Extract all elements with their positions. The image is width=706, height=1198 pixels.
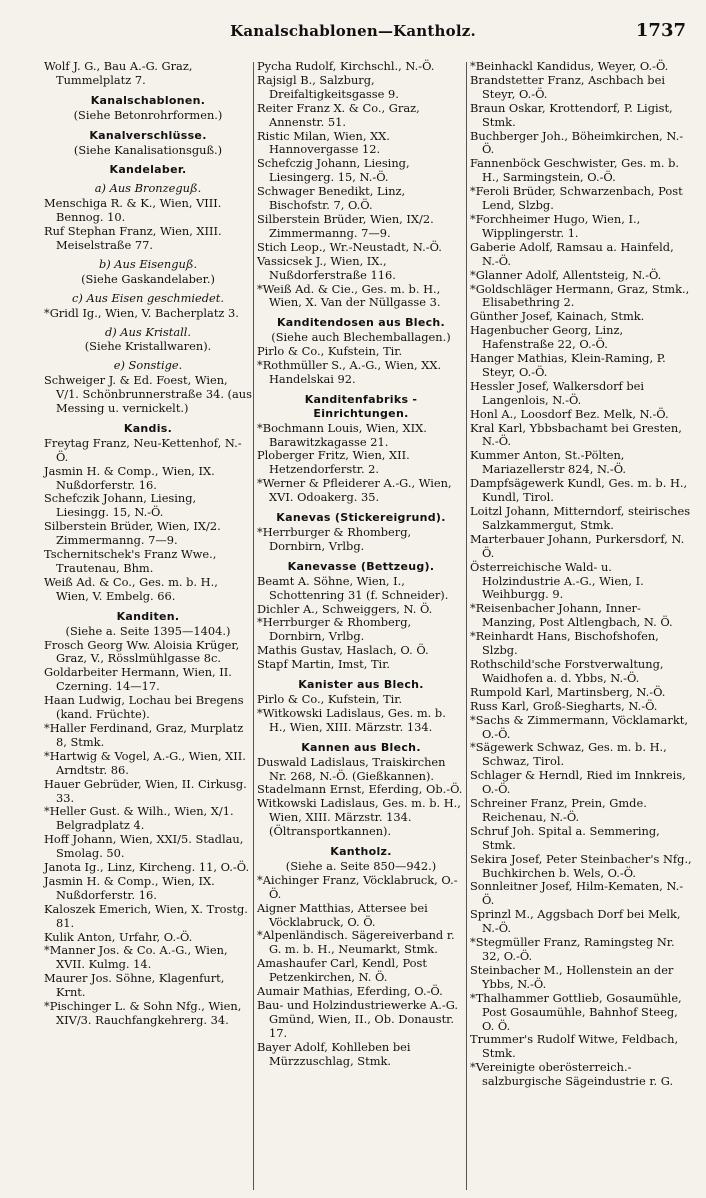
directory-entry: Loitzl Johann, Mitterndorf, steirisches Salzkammergut, Stmk.: [470, 504, 691, 532]
subsection-heading: b) Aus Eisenguß.: [98, 256, 198, 271]
directory-entry: Sekira Josef, Peter Steinbacher's Nfg., Buchkirchen b. Wels, O.-Ö.: [470, 851, 692, 880]
section-heading: Kannen aus Blech.: [301, 740, 421, 754]
directory-entry: Hoff Johann, Wien, XXI/5. Stadlau, Smolag. 50.: [44, 832, 244, 861]
directory-entry: Sonnleitner Josef, Hilm-Kematen, N.-Ö.: [470, 879, 684, 908]
directory-entry: *Reisenbacher Johann, Inner-Manzing, Post Altlengbach, N. Ö.: [470, 601, 673, 630]
directory-entry: Schreiner Franz, Prein, Gmde. Reichenau, N.-Ö.: [470, 796, 647, 824]
directory-entry: Kummer Anton, St.-Pölten, Mariazellerstr 824, N.-Ö.: [470, 448, 627, 477]
directory-entry: Pycha Rudolf, Kirchschl., N.-Ö.: [257, 59, 435, 73]
section-heading: Kanevasse (Bettzeug).: [287, 559, 435, 573]
directory-entry: Mathis Gustav, Haslach, O. Ö.: [257, 643, 429, 658]
directory-entry: Buchberger Joh., Böheimkirchen, N.-Ö.: [470, 128, 684, 157]
section-heading: Kandis.: [123, 421, 173, 435]
directory-entry: Witkowski Ladislaus, Ges. m. b. H., Wien, XIII. Märzstr. 134. (Öltransportkannen).: [257, 796, 461, 839]
directory-entry: *Herrburger & Rhomberg, Dornbirn, Vrlbg.: [257, 615, 412, 644]
directory-entry: Honl A., Loosdorf Bez. Melk, N.-Ö.: [470, 406, 669, 421]
section-heading: Kanevas (Stickereigrund).: [276, 511, 446, 525]
directory-entry: Menschiga R. & K., Wien, VIII. Bennog. 10.: [44, 196, 222, 225]
directory-entry: *Bochmann Louis, Wien, XIX. Barawitzkagasse 21.: [257, 420, 427, 449]
directory-entry: *Glanner Adolf, Allentsteig, N.-Ö.: [470, 267, 662, 282]
directory-entry: *Heller Gust. & Wilh., Wien, X/1. Belgradplatz 4.: [44, 804, 234, 833]
column-3: [470, 60, 692, 1089]
directory-entry: *Haller Ferdinand, Graz, Murplatz 8, Stmk.: [44, 720, 244, 749]
directory-entry: *Goldschläger Hermann, Graz, Stmk., Elisabethring 2.: [470, 281, 690, 310]
column-rule: [466, 62, 467, 1190]
section-heading: Kantholz.: [330, 845, 392, 859]
directory-entry: Pirlo & Co., Kufstein, Tir.: [257, 691, 403, 706]
directory-entry: Janota Ig., Linz, Kircheng. 11, O.-Ö.: [44, 860, 250, 875]
directory-entry: Silberstein Brüder, Wien, IX/2. Zimmermanng. 7—9.: [257, 211, 434, 240]
directory-entry: Wolf J. G., Bau A.-G. Graz, Tummelplatz 7.: [44, 59, 193, 87]
directory-entry: *Feroli Brüder, Schwarzenbach, Post Lend, Slzbg.: [470, 184, 683, 213]
column-1: [44, 60, 252, 1028]
column-2: [257, 60, 465, 1069]
directory-entry: *Forchheimer Hugo, Wien, I., Wipplingerstr. 1.: [470, 211, 641, 240]
directory-entry: Kral Karl, Ybbsbachamt bei Gresten, N.-Ö.: [470, 420, 682, 449]
directory-entry: Marterbauer Johann, Purkersdorf, N. Ö.: [470, 531, 685, 560]
directory-entry: *Rothmüller S., A.-G., Wien, XX. Handelskai 92.: [257, 358, 442, 386]
directory-entry: Weiß Ad. & Co., Ges. m. b. H., Wien, V. Embelg. 66.: [44, 574, 218, 603]
cross-reference-note: (Siehe Betonrohrformen.): [73, 107, 223, 122]
directory-entry: Schlager & Herndl, Ried im Innkreis, O.-Ö.: [470, 768, 686, 797]
directory-entry: *Aichinger Franz, Vöcklabruck, O.-Ö.: [257, 872, 458, 901]
directory-entry: *Sägewerk Schwaz, Ges. m. b. H., Schwaz, Tirol.: [470, 740, 667, 769]
directory-entry: *Gridl Ig., Wien, V. Bacherplatz 3.: [44, 305, 239, 320]
directory-entry: Kaloszek Emerich, Wien, X. Trostg. 81.: [44, 901, 248, 930]
cross-reference-note: (Siehe Kanalisationsguß.): [73, 142, 223, 157]
section-heading: Kanister aus Blech.: [298, 678, 424, 692]
directory-entry: Hanger Mathias, Klein-Raming, P. Steyr, O.-Ö.: [470, 351, 666, 379]
directory-entry: *Pischinger L. & Sohn Nfg., Wien, XIV/3. Rauchfangkehrerg. 34.: [44, 999, 242, 1027]
directory-entry: Hagenbucher Georg, Linz, Hafenstraße 22, O.-Ö.: [470, 323, 624, 352]
directory-entry: Rothschild'sche Forstverwaltung, Waidhofen a. d. Ybbs, N.-Ö.: [470, 656, 664, 685]
subsection-heading: a) Aus Bronzeguß.: [94, 181, 202, 196]
directory-entry: Österreichische Wald- u. Holzindustrie A.-G., Wien, I. Weihburgg. 9.: [470, 559, 644, 602]
directory-entry: Jasmin H. & Comp., Wien, IX. Nußdorferstr. 16.: [44, 873, 215, 902]
directory-entry: Aumair Mathias, Eferding, O.-Ö.: [257, 984, 443, 999]
directory-entry: *Stegmüller Franz, Ramingsteg Nr. 32, O.-Ö.: [470, 935, 675, 963]
directory-entry: Silberstein Brüder, Wien, IX/2. Zimmermanng. 7—9.: [44, 519, 221, 548]
directory-entry: Bau- und Holzindustriewerke A.-G. Gmünd, Wien, II., Ob. Donaustr. 17.: [257, 998, 459, 1040]
directory-entry: Goldarbeiter Hermann, Wien, II. Czerning. 14—17.: [44, 665, 232, 694]
directory-entry: Ruf Stephan Franz, Wien, XIII. Meiselstraße 77.: [44, 224, 222, 252]
cross-reference-note: (Siehe auch Blechemballagen.): [271, 330, 451, 345]
directory-entry: Ploberger Fritz, Wien, XII. Hetzendorferstr. 2.: [257, 448, 410, 477]
directory-entry: *Alpenländisch. Sägereiverband r. G. m. b. H., Neumarkt, Stmk.: [257, 928, 455, 957]
directory-entry: Schweiger J. & Ed. Foest, Wien, V/1. Schönbrunnerstraße 34. (aus Messing u. vernickelt.): [44, 373, 252, 416]
directory-entry: Schruf Joh. Spital a. Semmering, Stmk.: [470, 823, 660, 852]
directory-entry: Rumpold Karl, Martinsberg, N.-Ö.: [470, 684, 666, 699]
section-heading: Kanalverschlüsse.: [89, 128, 207, 142]
subsection-heading: c) Aus Eisen geschmiedet.: [72, 290, 224, 305]
directory-entry: *Thalhammer Gottlieb, Gosaumühle, Post Gosaumühle, Bahnhof Steeg, O. Ö.: [470, 990, 682, 1033]
directory-entry: Vassicsek J., Wien, IX., Nußdorferstraße 116.: [257, 253, 396, 282]
cross-reference-note: (Siehe Kristallwaren).: [84, 339, 212, 354]
directory-entry: Freytag Franz, Neu-Kettenhof, N.-Ö.: [44, 435, 242, 464]
cross-reference-note: (Siehe a. Seite 1395—1404.): [65, 623, 231, 638]
running-title: Kanalschablonen—Kantholz.: [230, 22, 476, 40]
directory-entry: Pirlo & Co., Kufstein, Tir.: [257, 344, 403, 359]
directory-entry: Schwager Benedikt, Linz, Bischofstr. 7, O.Ö.: [257, 184, 406, 213]
section-heading: Kanalschablonen.: [90, 93, 206, 107]
section-heading: Kanditendosen aus Blech.: [276, 316, 446, 330]
directory-entry: *Vereinigte oberösterreich.-salzburgische Sägeindustrie r. G.: [470, 1060, 674, 1089]
directory-entry: *Hartwig & Vogel, A.-G., Wien, XII. Arndtstr. 86.: [44, 748, 246, 777]
cross-reference-note: (Siehe Gaskandelaber.): [81, 271, 215, 286]
directory-entry: Schefczik Johann, Liesing, Liesingg. 15, N.-Ö.: [44, 491, 197, 520]
directory-entry: Bayer Adolf, Kohlleben bei Mürzzuschlag, Stmk.: [257, 1039, 411, 1068]
directory-entry: Duswald Ladislaus, Traiskirchen Nr. 268, N.-Ö. (Gießkannen).: [257, 754, 446, 783]
directory-entry: Hessler Josef, Walkersdorf bei Langenlois, N.-Ö.: [470, 378, 645, 407]
directory-entry: Günther Josef, Kainach, Stmk.: [470, 309, 645, 324]
directory-entry: Reiter Franz X. & Co., Graz, Annenstr. 51.: [257, 100, 420, 129]
directory-entry: Fannenböck Geschwister, Ges. m. b. H., Sarmingstein, O.-Ö.: [470, 156, 679, 185]
directory-entry: Amashaufer Carl, Kendl, Post Petzenkirchen, N. Ö.: [257, 956, 427, 985]
directory-entry: *Reinhardt Hans, Bischofshofen, Slzbg.: [470, 629, 659, 658]
column-rule: [253, 62, 254, 1190]
directory-entry: *Manner Jos. & Co. A.-G., Wien, XVII. Kulmg. 14.: [44, 943, 228, 972]
section-heading: Kanditenfabriks - Einrichtungen.: [304, 392, 418, 420]
directory-entry: Hauer Gebrüder, Wien, II. Cirkusg. 33.: [44, 776, 247, 805]
directory-entry: Tschernitschek's Franz Wwe., Trautenau, Bhm.: [44, 547, 217, 575]
directory-entry: *Beinhackl Kandidus, Weyer, O.-Ö.: [470, 59, 669, 73]
directory-entry: Stadelmann Ernst, Eferding, Ob.-Ö.: [257, 782, 463, 797]
directory-entry: *Weiß Ad. & Cie., Ges. m. b. H., Wien, X. Van der Nüllgasse 3.: [257, 281, 441, 310]
directory-entry: Stich Leop., Wr.-Neustadt, N.-Ö.: [257, 239, 442, 254]
directory-entry: Schefczig Johann, Liesing, Liesingerg. 15, N.-Ö.: [257, 156, 410, 185]
page-header: [0, 18, 706, 48]
directory-entry: Steinbacher M., Hollenstein an der Ybbs, N.-Ö.: [470, 962, 674, 991]
page-number: 1737: [635, 20, 686, 41]
directory-entry: Maurer Jos. Söhne, Klagenfurt, Krnt.: [44, 971, 225, 1000]
directory-entry: Sprinzl M., Aggsbach Dorf bei Melk, N.-Ö.: [470, 907, 681, 936]
directory-entry: *Witkowski Ladislaus, Ges. m. b. H., Wien, XIII. Märzstr. 134.: [257, 705, 446, 734]
directory-entry: Dampfsägewerk Kundl, Ges. m. b. H., Kundl, Tirol.: [470, 476, 688, 505]
directory-entry: Jasmin H. & Comp., Wien, IX. Nußdorferstr. 16.: [44, 463, 215, 492]
section-heading: Kanditen.: [116, 609, 180, 623]
directory-entry: Beamt A. Söhne, Wien, I., Schottenring 31 (f. Schneider).: [257, 573, 449, 602]
subsection-heading: d) Aus Kristall.: [104, 324, 192, 339]
directory-entry: Stapf Martin, Imst, Tir.: [257, 657, 391, 672]
subsection-heading: e) Sonstige.: [113, 358, 183, 373]
directory-entry: Russ Karl, Groß-Siegharts, N.-Ö.: [470, 698, 658, 713]
directory-entry: Dichler A., Schweiggers, N. Ö.: [257, 601, 433, 616]
directory-entry: *Herrburger & Rhomberg, Dornbirn, Vrlbg.: [257, 525, 412, 553]
section-heading: Kandelaber.: [109, 163, 187, 177]
directory-entry: Frosch Georg Ww. Aloisia Krüger, Graz, V., Rösslmühlgasse 8c.: [44, 637, 240, 666]
cross-reference-note: (Siehe a. Seite 850—942.): [285, 858, 437, 873]
directory-entry: Rajsigl B., Salzburg, Dreifaltigkeitsgasse 9.: [257, 72, 399, 101]
directory-entry: Ristic Milan, Wien, XX. Hannovergasse 12.: [257, 128, 390, 157]
directory-entry: *Sachs & Zimmermann, Vöcklamarkt, O.-Ö.: [470, 712, 688, 741]
directory-entry: Kulik Anton, Urfahr, O.-Ö.: [44, 929, 193, 944]
directory-entry: *Werner & Pfleiderer A.-G., Wien, XVI. Odoakerg. 35.: [257, 476, 452, 505]
directory-entry: Gaberie Adolf, Ramsau a. Hainfeld, N.-Ö.: [470, 239, 674, 268]
directory-entry: Braun Oskar, Krottendorf, P. Ligist, Stmk.: [470, 100, 673, 129]
directory-entry: Aigner Matthias, Attersee bei Vöcklabruck, O. Ö.: [257, 900, 428, 929]
directory-entry: Brandstetter Franz, Aschbach bei Steyr, O.-Ö.: [470, 72, 665, 101]
directory-entry: Haan Ludwig, Lochau bei Bregens (kand. Früchte).: [44, 693, 244, 722]
directory-entry: Trummer's Rudolf Witwe, Feldbach, Stmk.: [470, 1032, 679, 1061]
